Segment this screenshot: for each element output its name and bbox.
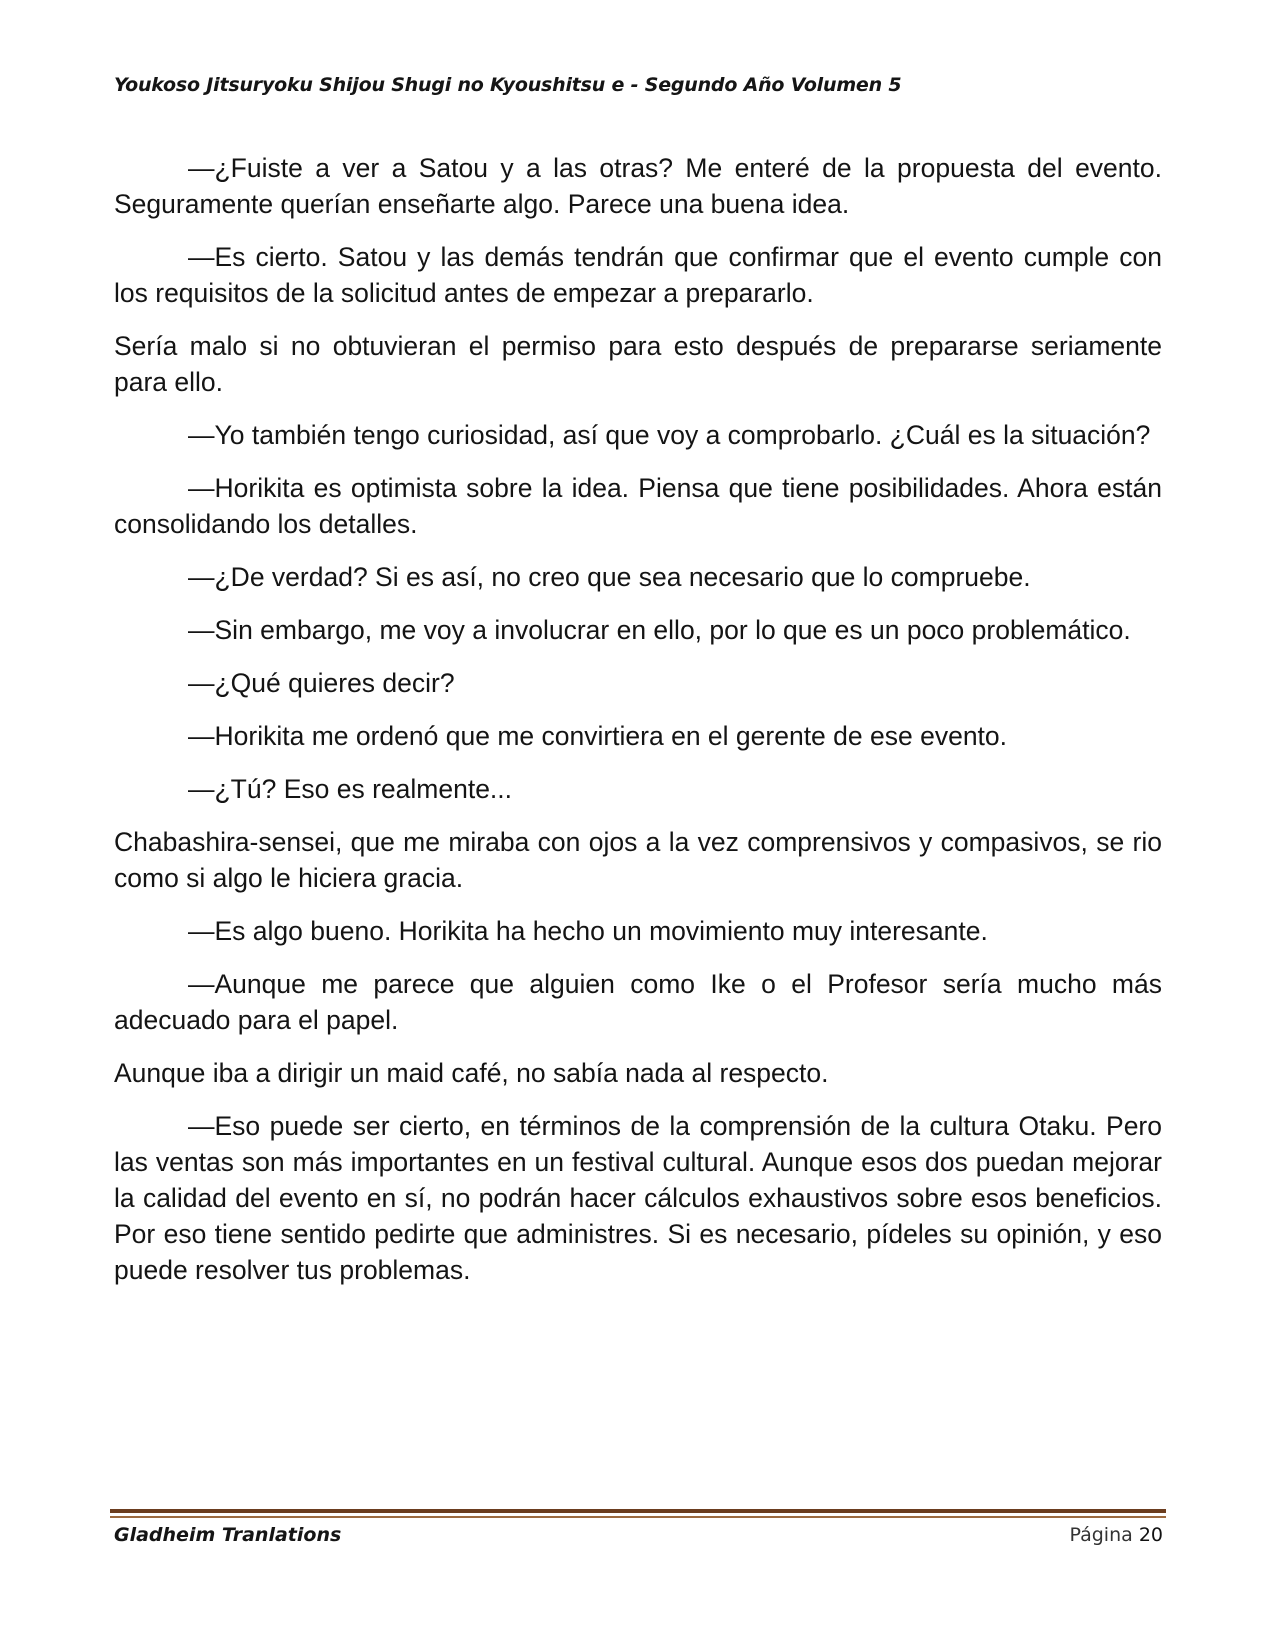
paragraph: Sería malo si no obtuvieran el permiso para esto después de prepararse seriamente para ello. xyxy=(114,331,1162,397)
footer-divider xyxy=(110,1509,1166,1513)
paragraph: —¿Tú? Eso es realmente... xyxy=(188,774,513,804)
header-title: Youkoso Jitsuryoku Shijou Shugi no Kyoushitsu e - Segundo Año Volumen 5 xyxy=(114,74,902,96)
paragraph: —Sin embargo, me voy a involucrar en ello, por lo que es un poco problemático. xyxy=(188,615,1131,645)
footer-divider-thin xyxy=(110,1516,1166,1518)
page-label: Página xyxy=(1069,1524,1133,1546)
page-indicator xyxy=(1069,1524,1163,1546)
body-text xyxy=(114,150,1162,1305)
page-number: 20 xyxy=(1138,1524,1163,1546)
paragraph: —¿De verdad? Si es así, no creo que sea necesario que lo compruebe. xyxy=(188,562,1031,592)
paragraph: —Es cierto. Satou y las demás tendrán que confirmar que el evento cumple con los requisitos de la solicitud antes de empezar a prepararlo. xyxy=(114,242,1162,308)
paragraph: —Yo también tengo curiosidad, así que voy a comprobarlo. ¿Cuál es la situación? xyxy=(188,420,1151,450)
footer-credit: Gladheim Tranlations xyxy=(114,1524,342,1546)
paragraph: Aunque iba a dirigir un maid café, no sabía nada al respecto. xyxy=(114,1058,829,1088)
paragraph: —¿Fuiste a ver a Satou y a las otras? Me enteré de la propuesta del evento. Seguramente querían enseñarte algo. Parece una buena idea. xyxy=(114,153,1162,219)
paragraph: —Es algo bueno. Horikita ha hecho un movimiento muy interesante. xyxy=(188,916,988,946)
paragraph: —Aunque me parece que alguien como Ike o el Profesor sería mucho más adecuado para el papel. xyxy=(114,969,1162,1035)
paragraph: —¿Qué quieres decir? xyxy=(188,668,455,698)
paragraph: —Horikita es optimista sobre la idea. Piensa que tiene posibilidades. Ahora están consolidando los detalles. xyxy=(114,473,1162,539)
paragraph: —Horikita me ordenó que me convirtiera en el gerente de ese evento. xyxy=(188,721,1008,751)
paragraph: —Eso puede ser cierto, en términos de la comprensión de la cultura Otaku. Pero las ventas son más importantes en un festival cultural. Aunque esos dos puedan mejorar la calidad del evento en sí, no podrán hacer cálculos exhaustivos sobre esos beneficios. Por eso tiene sentido pedirte que administres. Si es necesario, pídeles su opinión, y eso puede resolver tus problemas. xyxy=(114,1111,1162,1285)
paragraph: Chabashira-sensei, que me miraba con ojos a la vez comprensivos y compasivos, se rio como si algo le hiciera gracia. xyxy=(114,827,1162,893)
